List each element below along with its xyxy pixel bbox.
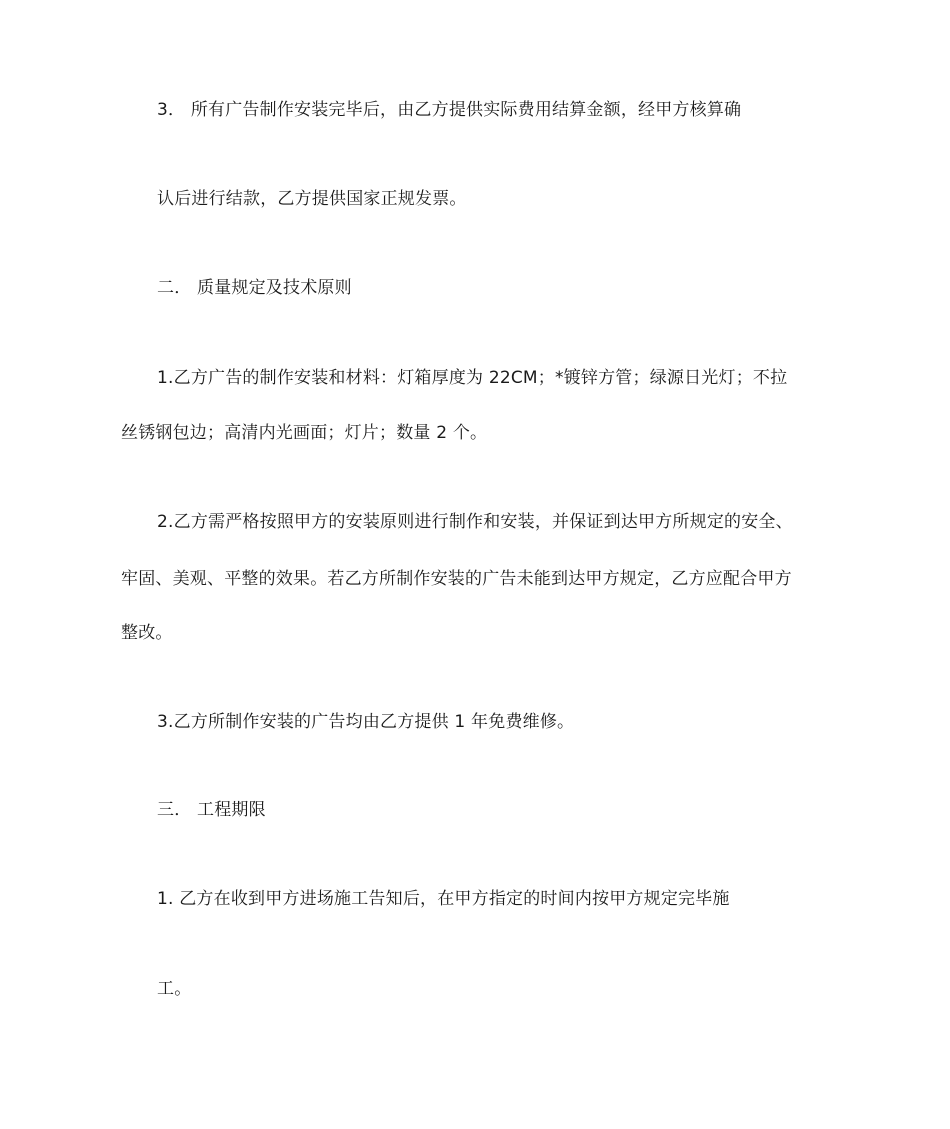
- text-line: 1.乙方广告的制作安装和材料：灯箱厚度为 22CM；*镀锌方管；绿源日光灯；不拉: [157, 368, 788, 388]
- text-line: 1. 乙方在收到甲方进场施工告知后，在甲方指定的时间内按甲方规定完毕施: [157, 889, 730, 909]
- text-line: 丝锈钢包边；高清内光画面；灯片；数量 2 个。: [121, 423, 488, 443]
- text-line: 认后进行结款，乙方提供国家正规发票。: [157, 189, 467, 209]
- section-heading: 三． 工程期限: [157, 800, 266, 820]
- text-line: 牢固、美观、平整的效果。若乙方所制作安装的广告未能到达甲方规定，乙方应配合甲方: [121, 569, 792, 589]
- text-line: 整改。: [121, 623, 173, 643]
- section-heading: 二． 质量规定及技术原则: [157, 278, 352, 298]
- text-line: 3.乙方所制作安装的广告均由乙方提供 1 年免费维修。: [157, 712, 575, 732]
- text-line: 工。: [157, 979, 192, 999]
- text-line: 3． 所有广告制作安装完毕后，由乙方提供实际费用结算金额，经甲方核算确: [157, 100, 742, 120]
- text-line: 2.乙方需严格按照甲方的安装原则进行制作和安装，并保证到达甲方所规定的安全、: [157, 512, 793, 532]
